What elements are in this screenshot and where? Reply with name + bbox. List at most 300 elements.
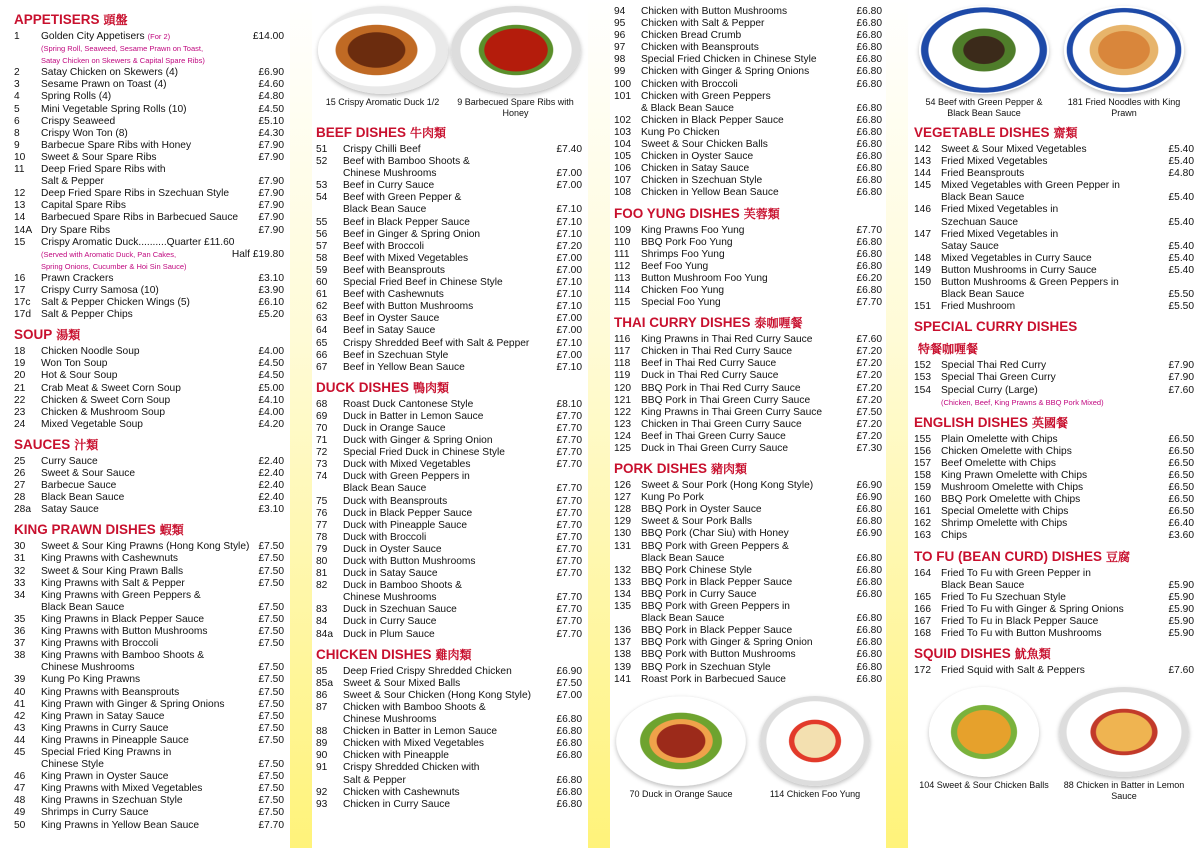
item-name: Salt & Pepper Chips [41,309,133,321]
item-name: Mixed Vegetables in Curry Sauce [941,252,1092,264]
menu-item [316,678,582,690]
menu-item [316,229,582,241]
item-number: 78 [316,531,328,543]
item-price: £7.60 [856,334,882,346]
item-price: £4.00 [258,406,284,418]
item-number: 120 [614,382,631,394]
section-title-chinese: 汁類 [74,437,99,452]
item-name: Roast Duck Cantonese Style [343,398,474,410]
menu-item [316,629,582,641]
item-name: Black Bean Sauce [641,552,725,564]
menu-item [316,411,582,423]
menu-item [316,350,582,362]
item-price: £5.00 [258,382,284,394]
item-name: Chicken in Black Pepper Sauce [641,114,784,126]
item-number: 80 [316,556,328,567]
item-number: 26 [14,468,26,479]
item-price: £3.10 [258,272,284,284]
item-number: 15 [14,236,26,248]
menu-item [14,140,284,152]
item-number: 93 [316,798,328,810]
item-name: Beef in Curry Sauce [343,180,435,192]
item-price: £3.60 [1168,530,1194,542]
item-name: BBQ Pork in Szechuan Style [641,661,771,673]
item-price: £7.90 [258,200,284,212]
menu-item [614,370,882,382]
item-price: £7.30 [856,443,882,454]
menu-item [14,687,284,699]
section-title: SAUCES [14,436,71,452]
item-name: King Prawns with Salt & Pepper [41,577,185,589]
item-name: Golden City Appetisers [41,31,145,42]
menu-item [914,434,1194,446]
item-number: 57 [316,240,328,252]
section-heading [14,12,284,28]
item-name: BBQ Pork Chinese Style [641,564,752,576]
item-name: Special Thai Green Curry [941,372,1056,384]
menu-item [14,31,284,43]
item-number: 68 [316,398,328,410]
section-title: PORK DISHES [614,461,708,477]
item-number: 40 [14,686,26,698]
menu-item [614,553,882,565]
section-title-chinese: 牛肉類 [410,126,447,140]
menu-item [316,604,582,616]
menu-item [914,580,1194,592]
item-number: 138 [614,649,631,661]
item-price: £6.80 [856,54,882,66]
item-name: BBQ Pork (Char Siu) with Honey [641,528,789,540]
item-price: £7.50 [258,638,284,650]
item-number [914,241,941,253]
item-price: £7.60 [1168,665,1194,677]
item-name: & Black Bean Sauce [641,102,734,114]
item-number: 17 [14,284,26,296]
item-name: Sweet & Sour King Prawns (Hong Kong Style) [41,541,250,553]
menu-item [614,443,882,455]
item-price: £6.50 [1168,469,1194,481]
section-title: SOUP [14,327,53,343]
item-name: Beef in Satay Sauce [343,325,436,337]
item-number: 82 [316,580,328,592]
photo-caption: 181 Fried Noodles with King Prawn [1067,97,1181,118]
menu-item [614,431,882,443]
section-title: CHICKEN DISHES [316,646,432,662]
item-name: Special Omelette with Chips [941,506,1069,518]
menu-item [614,30,882,42]
item-name: Fried To Fu with Ginger & Spring Onions [941,603,1124,615]
section-heading [14,522,284,538]
item-price: £6.80 [856,78,882,90]
item-price: £7.50 [258,553,284,565]
menu-item [914,482,1194,494]
item-note: (For 2) [147,32,171,41]
item-number: 119 [614,370,631,382]
item-price: £7.50 [258,626,284,638]
item-name: Deep Fried Crispy Shredded Chicken [343,665,512,677]
item-number: 96 [614,30,626,42]
menu-item [14,225,284,237]
item-number: 2 [14,67,20,79]
menu-item [316,241,582,253]
item-name: Duck in Batter in Lemon Sauce [343,410,484,422]
item-price: £7.20 [856,430,882,442]
item-price: £7.50 [258,674,284,686]
chicken-foo-yung-image [760,696,870,786]
menu-item [614,115,882,127]
section-title-chinese: 豆腐 [1106,549,1131,564]
item-price: Half £19.80 [231,248,284,260]
item-name: Beef Omelette with Chips [941,457,1056,469]
item-number: 24 [14,418,26,430]
item-name: Crab Meat & Sweet Corn Soup [41,382,181,394]
item-price: £3.90 [258,284,284,296]
item-number: 70 [316,422,328,434]
item-name: Shrimp Omelette with Chips [941,518,1068,530]
menu-item [14,674,284,686]
item-name: Sweet & Sour Sauce [41,468,136,479]
item-price: £7.50 [258,698,284,710]
menu-item [614,91,882,103]
item-price: £6.80 [856,102,882,114]
menu-item [914,277,1194,289]
menu-item [914,446,1194,458]
item-name: Chicken Bread Crumb [641,30,742,42]
menu-item [14,273,284,285]
item-name: Chicken Noodle Soup [41,346,140,358]
item-number [914,289,941,301]
menu-item [914,156,1194,168]
item-name: Barbecue Spare Ribs with Honey [41,139,192,151]
photo-row [914,681,1194,802]
item-name: Beef with Mixed Vegetables [343,252,469,264]
item-number: 121 [614,394,631,406]
section-heading [914,646,1194,662]
menu-item [14,200,284,212]
item-number: 114 [614,284,631,296]
item-number [614,553,641,565]
item-price: £4.10 [258,394,284,406]
menu-item [614,139,882,151]
item-price: £7.20 [856,382,882,394]
item-number [914,217,941,229]
item-price: £6.90 [856,480,882,492]
section-title-chinese: 魷魚類 [1014,647,1051,662]
item-price: £6.80 [856,6,882,17]
item-price: £6.80 [856,139,882,151]
item-name: Special Curry (Large) [941,384,1038,396]
item-price: £7.00 [556,264,582,276]
item-name: King Prawns with Cashewnuts [41,553,179,565]
item-number: 33 [14,577,26,589]
item-number: 81 [316,568,328,580]
item-name: Sweet & Sour Pork (Hong Kong Style) [641,480,814,492]
item-number: 97 [614,42,626,54]
item-number: 8 [14,127,20,139]
item-number: 128 [614,504,631,516]
item-number: 51 [316,144,328,155]
item-number: 17d [14,309,31,321]
item-number: 152 [914,360,931,372]
item-number: 85a [316,677,333,689]
item-number: 65 [316,337,328,349]
item-number: 155 [914,433,931,445]
menu-item [614,358,882,370]
item-name: King Prawn with Ginger & Spring Onions [41,698,225,710]
item-number: 85 [316,665,328,677]
section-title-chinese: 英國餐 [1032,415,1069,430]
item-price: £7.70 [556,556,582,567]
section-heading [914,319,1194,335]
item-price: £6.80 [856,248,882,260]
item-name: Sweet & Sour Pork Balls [641,516,752,528]
menu-item [614,127,882,139]
item-number [14,602,41,614]
item-number: 10 [14,151,26,163]
item-number: 117 [614,346,631,358]
item-price: £6.80 [856,18,882,30]
item-name: Salt & Pepper [343,774,406,786]
menu-item [614,516,882,528]
item-name: Satay Sauce [41,504,99,516]
item-price: £7.50 [258,710,284,722]
menu-item [614,395,882,407]
item-price: £6.50 [1168,433,1194,445]
item-name: King Prawn in Satay Sauce [41,710,165,722]
menu-item [614,175,882,187]
lemon-chicken-image [1059,687,1189,777]
menu-item [614,577,882,589]
item-price: £6.50 [1168,494,1194,506]
menu-item [316,787,582,799]
item-price: £6.80 [556,714,582,726]
item-price: £7.70 [556,628,582,640]
section-title: TO FU (BEAN CURD) DISHES [914,548,1103,564]
item-number [14,249,41,261]
item-price: £8.10 [556,398,582,410]
photo-caption: 70 Duck in Orange Sauce [629,788,733,799]
section-title-chinese: 泰咖喱餐 [754,316,803,331]
item-price: £7.20 [856,418,882,430]
item-price: £7.00 [556,349,582,361]
item-price: £5.40 [1168,144,1194,155]
photo-caption: 9 Barbecued Spare Ribs with Honey [457,97,574,118]
item-name: King Prawns with Mixed Vegetables [41,783,203,795]
item-number: 66 [316,349,328,361]
menu-item [14,261,284,273]
menu-item [14,699,284,711]
menu-item [614,249,882,261]
item-number: 158 [914,469,931,481]
item-price: £14.00 [252,31,284,42]
item-price: £7.50 [258,601,284,613]
item-name: Sweet & Sour Spare Ribs [41,151,157,163]
item-number: 36 [14,626,26,638]
item-number: 116 [614,334,631,346]
item-name: Chicken in Thai Red Curry Sauce [641,346,792,358]
yellow-divider [588,0,610,848]
item-name: Button Mushroom Foo Yung [641,272,768,284]
item-price: £6.80 [856,187,882,199]
item-name: Fried To Fu with Green Pepper in [941,567,1091,579]
item-name: Black Bean Sauce [343,483,427,495]
item-price: £5.90 [1168,579,1194,591]
item-price: £6.90 [556,665,582,677]
item-price: £6.80 [556,786,582,798]
menu-item [14,602,284,614]
item-number: 74 [316,471,328,483]
menu-item [914,518,1194,530]
menu-item [14,419,284,431]
item-price: £7.00 [556,168,582,180]
item-name: Beef with Cashewnuts [343,289,444,301]
item-number: 139 [614,661,631,673]
item-price: £5.90 [1168,591,1194,603]
item-number [14,759,41,771]
item-price: £7.20 [856,394,882,406]
menu-item [614,419,882,431]
menu-item [614,589,882,601]
item-name: King Prawns in Thai Red Curry Sauce [641,334,813,346]
item-number: 156 [914,445,931,457]
item-number [914,397,941,409]
menu-item [316,325,582,337]
menu-item [14,407,284,419]
item-price: £7.90 [1168,360,1194,372]
menu-item [614,625,882,637]
item-price: £7.70 [258,819,284,831]
item-price: £7.50 [258,577,284,589]
menu-item [316,217,582,229]
item-price: £7.70 [856,224,882,236]
item-number [316,483,343,495]
item-price: £4.50 [258,370,284,382]
item-name: King Prawns with Green Peppers & [41,589,201,601]
menu-item [14,638,284,650]
item-price: £7.20 [556,240,582,252]
item-number: 160 [914,494,931,506]
dish-photo [1056,0,1192,119]
photo-caption: 114 Chicken Foo Yung [769,788,861,799]
item-number: 144 [914,168,931,180]
item-price: £7.50 [258,783,284,795]
menu-item [914,592,1194,604]
item-price: £6.80 [856,564,882,576]
item-name: Beef with Broccoli [343,240,424,252]
section-title-chinese: 蝦類 [159,523,184,538]
item-price: £7.50 [258,722,284,734]
item-price: £7.70 [556,604,582,616]
item-number: 22 [14,394,26,406]
dish-photo [450,0,582,119]
item-name: Fried Beansprouts [941,168,1025,180]
item-number: 43 [14,722,26,734]
item-price: £6.80 [856,175,882,187]
item-name: King Prawns with Beansprouts [41,686,180,698]
item-price: £6.90 [258,67,284,79]
item-number: 17c [14,297,31,309]
menu-item [14,370,284,382]
menu-item [14,480,284,492]
item-name: Capital Spare Ribs [41,200,126,212]
item-name: Chicken with Button Mushrooms [641,6,788,17]
menu-item [914,241,1194,253]
item-price: £7.70 [856,297,882,309]
item-name: Beef in Black Pepper Sauce [343,216,470,228]
menu-item [14,43,284,55]
item-number: 151 [914,301,931,313]
item-price: £7.90 [1168,372,1194,384]
item-name: Fried Squid with Salt & Peppers [941,665,1085,677]
item-number: 153 [914,372,931,384]
item-name: Black Bean Sauce [941,579,1025,591]
item-name: Duck in Bamboo Shoots & [343,580,462,592]
item-name: Duck in Black Pepper Sauce [343,507,473,519]
item-number: 76 [316,507,328,519]
item-price: £7.50 [258,771,284,783]
item-name: BBQ Pork in Curry Sauce [641,588,757,600]
menu-item [914,192,1194,204]
item-number: 122 [614,406,631,418]
section-title: SPECIAL CURRY DISHES [914,319,1078,335]
item-name: Beef in Thai Red Curry Sauce [641,358,777,370]
menu-item [316,168,582,180]
menu-item [914,301,1194,313]
section-heading [914,125,1194,141]
item-number: 3 [14,79,20,91]
menu-item [14,116,284,128]
item-name: Special Foo Yung [641,297,721,309]
menu-item [316,338,582,350]
item-name: BBQ Pork with Green Peppers & [641,540,789,552]
item-price: £7.70 [556,507,582,519]
menu-item [316,192,582,204]
item-price: £6.80 [856,151,882,163]
item-name: Chicken in Yellow Bean Sauce [641,187,779,199]
item-price: £7.50 [258,686,284,698]
item-number: 35 [14,613,26,625]
menu-item [614,163,882,175]
item-name: (Chicken, Beef, King Prawns & BBQ Pork Mixed) [941,397,1104,407]
item-name: Fried Mushroom [941,301,1016,313]
item-name: Chips [941,530,968,542]
menu-item [914,397,1194,409]
item-name: Fried To Fu with Button Mushrooms [941,628,1102,639]
item-name: Sweet & Sour Mixed Balls [343,677,461,689]
item-name: Chicken with Salt & Pepper [641,18,765,30]
item-name: Special Fried Beef in Chinese Style [343,277,503,289]
menu-item [316,423,582,435]
item-name: King Prawn in Oyster Sauce [41,771,169,783]
item-price: £7.10 [556,228,582,240]
item-name: King Prawns with Button Mushrooms [41,626,208,638]
item-price: £7.00 [556,689,582,701]
menu-item [614,297,882,309]
item-number: 146 [914,204,931,216]
menu-item [316,799,582,811]
item-number: 92 [316,786,328,798]
item-name: Satay Chicken on Skewers & Capital Spare Ribs) [41,56,205,66]
section-title-chinese: 豬肉類 [711,462,748,477]
item-price: £7.50 [856,406,882,418]
menu-item [14,104,284,116]
item-price: £6.80 [856,236,882,248]
item-name: Beef in Yellow Bean Sauce [343,361,465,373]
item-price: £5.50 [1168,289,1194,301]
item-name: Spring Onions, Cucumber & Hoi Sin Sauce) [41,261,187,271]
menu-item [914,604,1194,616]
item-number: 53 [316,180,328,192]
